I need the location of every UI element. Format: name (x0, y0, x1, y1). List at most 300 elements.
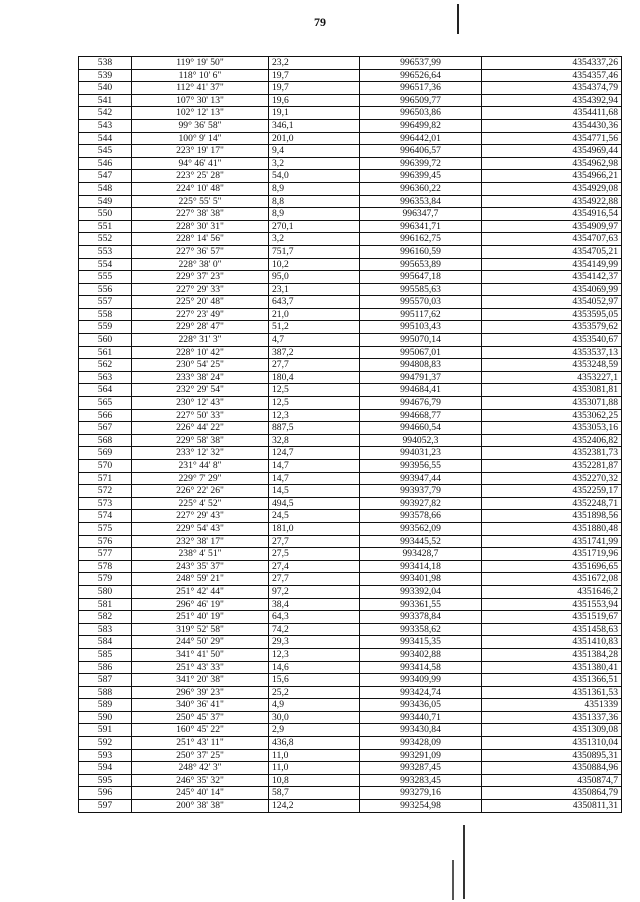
y-coordinate-cell: 4351310,04 (482, 737, 622, 750)
distance-cell: 11,0 (269, 749, 360, 762)
y-coordinate-cell: 4351384,28 (482, 648, 622, 661)
y-coordinate-cell: 4351880,48 (482, 522, 622, 535)
y-coordinate-cell: 4354962,98 (482, 157, 622, 170)
y-coordinate-cell: 4352381,73 (482, 447, 622, 460)
table-row (79, 699, 622, 712)
x-coordinate-cell: 993578,66 (360, 510, 482, 523)
direction-angle-cell: 231° 44' 8" (132, 460, 269, 473)
distance-cell: 27,7 (269, 535, 360, 548)
distance-cell: 436,8 (269, 737, 360, 750)
table-row (79, 661, 622, 674)
point-number-cell: 549 (79, 195, 132, 208)
point-number-cell: 587 (79, 674, 132, 687)
y-coordinate-cell: 4354069,99 (482, 283, 622, 296)
direction-angle-cell: 248° 42' 3" (132, 762, 269, 775)
point-number-cell: 592 (79, 737, 132, 750)
y-coordinate-cell: 4351410,83 (482, 636, 622, 649)
y-coordinate-cell: 4354149,99 (482, 258, 622, 271)
y-coordinate-cell: 4351339 (482, 699, 622, 712)
table-row (79, 787, 622, 800)
x-coordinate-cell: 993428,09 (360, 737, 482, 750)
distance-cell: 3,2 (269, 233, 360, 246)
distance-cell: 74,2 (269, 623, 360, 636)
table-row (79, 648, 622, 661)
point-number-cell: 588 (79, 686, 132, 699)
x-coordinate-cell: 994031,23 (360, 447, 482, 460)
direction-angle-cell: 229° 58' 38" (132, 434, 269, 447)
x-coordinate-cell: 996399,45 (360, 170, 482, 183)
direction-angle-cell: 296° 39' 23" (132, 686, 269, 699)
direction-angle-cell: 245° 40' 14" (132, 787, 269, 800)
point-number-cell: 553 (79, 245, 132, 258)
y-coordinate-cell: 4352259,17 (482, 485, 622, 498)
x-coordinate-cell: 993378,84 (360, 611, 482, 624)
distance-cell: 181,0 (269, 522, 360, 535)
x-coordinate-cell: 993445,52 (360, 535, 482, 548)
coordinates-table (78, 56, 622, 813)
x-coordinate-cell: 996353,84 (360, 195, 482, 208)
distance-cell: 14,7 (269, 460, 360, 473)
point-number-cell: 568 (79, 434, 132, 447)
direction-angle-cell: 227° 29' 33" (132, 283, 269, 296)
point-number-cell: 572 (79, 485, 132, 498)
direction-angle-cell: 229° 28' 47" (132, 321, 269, 334)
direction-angle-cell: 225° 55' 5" (132, 195, 269, 208)
table-row (79, 145, 622, 158)
y-coordinate-cell: 4351309,08 (482, 724, 622, 737)
x-coordinate-cell: 993424,74 (360, 686, 482, 699)
distance-cell: 19,7 (269, 82, 360, 95)
y-coordinate-cell: 4354411,68 (482, 107, 622, 120)
y-coordinate-cell: 4353248,59 (482, 359, 622, 372)
distance-cell: 4,7 (269, 334, 360, 347)
table-row (79, 233, 622, 246)
point-number-cell: 570 (79, 460, 132, 473)
y-coordinate-cell: 4353053,16 (482, 422, 622, 435)
point-number-cell: 575 (79, 522, 132, 535)
x-coordinate-cell: 996160,59 (360, 245, 482, 258)
table-row (79, 107, 622, 120)
point-number-cell: 544 (79, 132, 132, 145)
table-row (79, 296, 622, 309)
direction-angle-cell: 233° 38' 24" (132, 371, 269, 384)
direction-angle-cell: 232° 29' 54" (132, 384, 269, 397)
point-number-cell: 562 (79, 359, 132, 372)
x-coordinate-cell: 994668,77 (360, 409, 482, 422)
point-number-cell: 563 (79, 371, 132, 384)
x-coordinate-cell: 994660,54 (360, 422, 482, 435)
table-row (79, 94, 622, 107)
direction-angle-cell: 100° 9' 14" (132, 132, 269, 145)
point-number-cell: 546 (79, 157, 132, 170)
distance-cell: 38,4 (269, 598, 360, 611)
direction-angle-cell: 340° 36' 41" (132, 699, 269, 712)
x-coordinate-cell: 993392,04 (360, 585, 482, 598)
distance-cell: 14,6 (269, 661, 360, 674)
distance-cell: 11,0 (269, 762, 360, 775)
y-coordinate-cell: 4351898,56 (482, 510, 622, 523)
x-coordinate-cell: 993358,62 (360, 623, 482, 636)
point-number-cell: 557 (79, 296, 132, 309)
distance-cell: 643,7 (269, 296, 360, 309)
x-coordinate-cell: 996517,36 (360, 82, 482, 95)
table-row (79, 598, 622, 611)
x-coordinate-cell: 993287,45 (360, 762, 482, 775)
direction-angle-cell: 248° 59' 21" (132, 573, 269, 586)
direction-angle-cell: 224° 10' 48" (132, 182, 269, 195)
point-number-cell: 548 (79, 182, 132, 195)
distance-cell: 270,1 (269, 220, 360, 233)
distance-cell: 8,9 (269, 208, 360, 221)
table-row (79, 460, 622, 473)
table-row (79, 623, 622, 636)
distance-cell: 97,2 (269, 585, 360, 598)
direction-angle-cell: 244° 50' 29" (132, 636, 269, 649)
y-coordinate-cell: 4351696,65 (482, 560, 622, 573)
distance-cell: 124,7 (269, 447, 360, 460)
point-number-cell: 539 (79, 69, 132, 82)
direction-angle-cell: 246° 35' 32" (132, 774, 269, 787)
x-coordinate-cell: 993956,55 (360, 460, 482, 473)
scan-artifact-line (457, 4, 459, 34)
direction-angle-cell: 251° 43' 11" (132, 737, 269, 750)
table-row (79, 800, 622, 813)
y-coordinate-cell: 4354142,37 (482, 271, 622, 284)
point-number-cell: 556 (79, 283, 132, 296)
x-coordinate-cell: 993361,55 (360, 598, 482, 611)
point-number-cell: 583 (79, 623, 132, 636)
distance-cell: 12,5 (269, 397, 360, 410)
point-number-cell: 594 (79, 762, 132, 775)
distance-cell: 180,4 (269, 371, 360, 384)
direction-angle-cell: 251° 43' 33" (132, 661, 269, 674)
direction-angle-cell: 102° 12' 13" (132, 107, 269, 120)
point-number-cell: 590 (79, 711, 132, 724)
direction-angle-cell: 229° 7' 29" (132, 472, 269, 485)
table-row (79, 334, 622, 347)
x-coordinate-cell: 993291,09 (360, 749, 482, 762)
table-row (79, 724, 622, 737)
point-number-cell: 551 (79, 220, 132, 233)
table-row (79, 611, 622, 624)
x-coordinate-cell: 996162,75 (360, 233, 482, 246)
point-number-cell: 576 (79, 535, 132, 548)
y-coordinate-cell: 4350895,31 (482, 749, 622, 762)
direction-angle-cell: 112° 41' 37" (132, 82, 269, 95)
x-coordinate-cell: 993283,45 (360, 774, 482, 787)
table-row (79, 409, 622, 422)
point-number-cell: 589 (79, 699, 132, 712)
point-number-cell: 586 (79, 661, 132, 674)
point-number-cell: 550 (79, 208, 132, 221)
y-coordinate-cell: 4351380,41 (482, 661, 622, 674)
y-coordinate-cell: 4351719,96 (482, 548, 622, 561)
x-coordinate-cell: 995585,63 (360, 283, 482, 296)
scan-artifact-line (452, 860, 454, 900)
y-coordinate-cell: 4351458,63 (482, 623, 622, 636)
direction-angle-cell: 227° 23' 49" (132, 308, 269, 321)
x-coordinate-cell: 996442,01 (360, 132, 482, 145)
point-number-cell: 560 (79, 334, 132, 347)
direction-angle-cell: 243° 35' 37" (132, 560, 269, 573)
x-coordinate-cell: 994791,37 (360, 371, 482, 384)
x-coordinate-cell: 993415,35 (360, 636, 482, 649)
x-coordinate-cell: 993947,44 (360, 472, 482, 485)
y-coordinate-cell: 4354707,63 (482, 233, 622, 246)
table-row (79, 82, 622, 95)
table-row (79, 258, 622, 271)
table-row (79, 208, 622, 221)
point-number-cell: 558 (79, 308, 132, 321)
y-coordinate-cell: 4351672,08 (482, 573, 622, 586)
point-number-cell: 581 (79, 598, 132, 611)
y-coordinate-cell: 4353537,13 (482, 346, 622, 359)
point-number-cell: 571 (79, 472, 132, 485)
point-number-cell: 538 (79, 57, 132, 70)
x-coordinate-cell: 996526,64 (360, 69, 482, 82)
direction-angle-cell: 226° 44' 22" (132, 422, 269, 435)
y-coordinate-cell: 4354392,94 (482, 94, 622, 107)
distance-cell: 751,7 (269, 245, 360, 258)
distance-cell: 346,1 (269, 119, 360, 132)
x-coordinate-cell: 994052,3 (360, 434, 482, 447)
x-coordinate-cell: 995570,03 (360, 296, 482, 309)
distance-cell: 887,5 (269, 422, 360, 435)
table-row (79, 397, 622, 410)
point-number-cell: 593 (79, 749, 132, 762)
x-coordinate-cell: 996399,72 (360, 157, 482, 170)
y-coordinate-cell: 4352270,32 (482, 472, 622, 485)
distance-cell: 4,9 (269, 699, 360, 712)
direction-angle-cell: 94° 46' 41" (132, 157, 269, 170)
distance-cell: 10,8 (269, 774, 360, 787)
distance-cell: 12,3 (269, 409, 360, 422)
y-coordinate-cell: 4354916,54 (482, 208, 622, 221)
point-number-cell: 541 (79, 94, 132, 107)
table-row (79, 573, 622, 586)
distance-cell: 8,9 (269, 182, 360, 195)
x-coordinate-cell: 993414,18 (360, 560, 482, 573)
point-number-cell: 543 (79, 119, 132, 132)
x-coordinate-cell: 993254,98 (360, 800, 482, 813)
direction-angle-cell: 200° 38' 38" (132, 800, 269, 813)
distance-cell: 494,5 (269, 497, 360, 510)
x-coordinate-cell: 995103,43 (360, 321, 482, 334)
distance-cell: 10,2 (269, 258, 360, 271)
point-number-cell: 540 (79, 82, 132, 95)
direction-angle-cell: 227° 50' 33" (132, 409, 269, 422)
point-number-cell: 584 (79, 636, 132, 649)
table-row (79, 346, 622, 359)
y-coordinate-cell: 4353071,88 (482, 397, 622, 410)
y-coordinate-cell: 4353595,05 (482, 308, 622, 321)
x-coordinate-cell: 996347,7 (360, 208, 482, 221)
y-coordinate-cell: 4354929,08 (482, 182, 622, 195)
distance-cell: 25,2 (269, 686, 360, 699)
distance-cell: 12,5 (269, 384, 360, 397)
table-row (79, 535, 622, 548)
direction-angle-cell: 251° 40' 19" (132, 611, 269, 624)
distance-cell: 12,3 (269, 648, 360, 661)
x-coordinate-cell: 996341,71 (360, 220, 482, 233)
coordinates-table-body (79, 57, 622, 813)
point-number-cell: 579 (79, 573, 132, 586)
x-coordinate-cell: 993279,16 (360, 787, 482, 800)
table-row (79, 774, 622, 787)
y-coordinate-cell: 4354922,88 (482, 195, 622, 208)
point-number-cell: 561 (79, 346, 132, 359)
table-row (79, 422, 622, 435)
y-coordinate-cell: 4351366,51 (482, 674, 622, 687)
distance-cell: 24,5 (269, 510, 360, 523)
y-coordinate-cell: 4354771,56 (482, 132, 622, 145)
x-coordinate-cell: 993409,99 (360, 674, 482, 687)
table-row (79, 195, 622, 208)
point-number-cell: 573 (79, 497, 132, 510)
x-coordinate-cell: 994676,79 (360, 397, 482, 410)
y-coordinate-cell: 4351553,94 (482, 598, 622, 611)
y-coordinate-cell: 4351337,36 (482, 711, 622, 724)
direction-angle-cell: 250° 45' 37" (132, 711, 269, 724)
table-row (79, 737, 622, 750)
distance-cell: 2,9 (269, 724, 360, 737)
point-number-cell: 545 (79, 145, 132, 158)
x-coordinate-cell: 993440,71 (360, 711, 482, 724)
direction-angle-cell: 227° 36' 57" (132, 245, 269, 258)
direction-angle-cell: 119° 19' 50" (132, 57, 269, 70)
table-row (79, 548, 622, 561)
table-row (79, 245, 622, 258)
table-row (79, 472, 622, 485)
point-number-cell: 580 (79, 585, 132, 598)
y-coordinate-cell: 4350874,7 (482, 774, 622, 787)
point-number-cell: 569 (79, 447, 132, 460)
direction-angle-cell: 226° 22' 26" (132, 485, 269, 498)
y-coordinate-cell: 4352406,82 (482, 434, 622, 447)
y-coordinate-cell: 4354357,46 (482, 69, 622, 82)
x-coordinate-cell: 996499,82 (360, 119, 482, 132)
point-number-cell: 591 (79, 724, 132, 737)
direction-angle-cell: 223° 19' 17" (132, 145, 269, 158)
table-row (79, 384, 622, 397)
table-row (79, 271, 622, 284)
direction-angle-cell: 225° 4' 52" (132, 497, 269, 510)
direction-angle-cell: 228° 30' 31" (132, 220, 269, 233)
direction-angle-cell: 160° 45' 22" (132, 724, 269, 737)
y-coordinate-cell: 4353062,25 (482, 409, 622, 422)
point-number-cell: 559 (79, 321, 132, 334)
distance-cell: 54,0 (269, 170, 360, 183)
direction-angle-cell: 230° 54' 25" (132, 359, 269, 372)
table-row (79, 359, 622, 372)
distance-cell: 21,0 (269, 308, 360, 321)
table-row (79, 485, 622, 498)
distance-cell: 3,2 (269, 157, 360, 170)
table-row (79, 560, 622, 573)
direction-angle-cell: 341° 41' 50" (132, 648, 269, 661)
point-number-cell: 547 (79, 170, 132, 183)
x-coordinate-cell: 996406,57 (360, 145, 482, 158)
x-coordinate-cell: 993927,82 (360, 497, 482, 510)
distance-cell: 32,8 (269, 434, 360, 447)
y-coordinate-cell: 4354966,21 (482, 170, 622, 183)
distance-cell: 27,7 (269, 359, 360, 372)
distance-cell: 19,6 (269, 94, 360, 107)
table-row (79, 308, 622, 321)
direction-angle-cell: 225° 20' 48" (132, 296, 269, 309)
y-coordinate-cell: 4354374,79 (482, 82, 622, 95)
table-row (79, 585, 622, 598)
x-coordinate-cell: 993401,98 (360, 573, 482, 586)
table-row (79, 69, 622, 82)
table-row (79, 132, 622, 145)
point-number-cell: 585 (79, 648, 132, 661)
y-coordinate-cell: 4351741,99 (482, 535, 622, 548)
table-row (79, 447, 622, 460)
table-row (79, 749, 622, 762)
distance-cell: 8,8 (269, 195, 360, 208)
x-coordinate-cell: 994808,83 (360, 359, 482, 372)
distance-cell: 14,5 (269, 485, 360, 498)
direction-angle-cell: 227° 29' 43" (132, 510, 269, 523)
y-coordinate-cell: 4354430,36 (482, 119, 622, 132)
x-coordinate-cell: 994684,41 (360, 384, 482, 397)
page-number: 79 (314, 15, 326, 29)
table-row (79, 119, 622, 132)
x-coordinate-cell: 993428,7 (360, 548, 482, 561)
x-coordinate-cell: 995117,62 (360, 308, 482, 321)
x-coordinate-cell: 996537,99 (360, 57, 482, 70)
table-row (79, 371, 622, 384)
direction-angle-cell: 118° 10' 6" (132, 69, 269, 82)
table-row (79, 321, 622, 334)
point-number-cell: 555 (79, 271, 132, 284)
distance-cell: 29,3 (269, 636, 360, 649)
table-row (79, 510, 622, 523)
direction-angle-cell: 296° 46' 19" (132, 598, 269, 611)
distance-cell: 58,7 (269, 787, 360, 800)
y-coordinate-cell: 4351519,67 (482, 611, 622, 624)
x-coordinate-cell: 993402,88 (360, 648, 482, 661)
y-coordinate-cell: 4354969,44 (482, 145, 622, 158)
x-coordinate-cell: 993414,58 (360, 661, 482, 674)
point-number-cell: 567 (79, 422, 132, 435)
y-coordinate-cell: 4352248,71 (482, 497, 622, 510)
y-coordinate-cell: 4354705,21 (482, 245, 622, 258)
direction-angle-cell: 251° 42' 44" (132, 585, 269, 598)
y-coordinate-cell: 4350811,31 (482, 800, 622, 813)
point-number-cell: 566 (79, 409, 132, 422)
y-coordinate-cell: 4353540,67 (482, 334, 622, 347)
distance-cell: 23,1 (269, 283, 360, 296)
point-number-cell: 578 (79, 560, 132, 573)
direction-angle-cell: 238° 4' 51" (132, 548, 269, 561)
table-row (79, 182, 622, 195)
distance-cell: 23,2 (269, 57, 360, 70)
direction-angle-cell: 233° 12' 32" (132, 447, 269, 460)
x-coordinate-cell: 993562,09 (360, 522, 482, 535)
x-coordinate-cell: 995653,89 (360, 258, 482, 271)
direction-angle-cell: 319° 52' 58" (132, 623, 269, 636)
y-coordinate-cell: 4354909,97 (482, 220, 622, 233)
direction-angle-cell: 250° 37' 25" (132, 749, 269, 762)
distance-cell: 15,6 (269, 674, 360, 687)
y-coordinate-cell: 4354052,97 (482, 296, 622, 309)
point-number-cell: 554 (79, 258, 132, 271)
y-coordinate-cell: 4353081,81 (482, 384, 622, 397)
direction-angle-cell: 229° 54' 43" (132, 522, 269, 535)
distance-cell: 387,2 (269, 346, 360, 359)
